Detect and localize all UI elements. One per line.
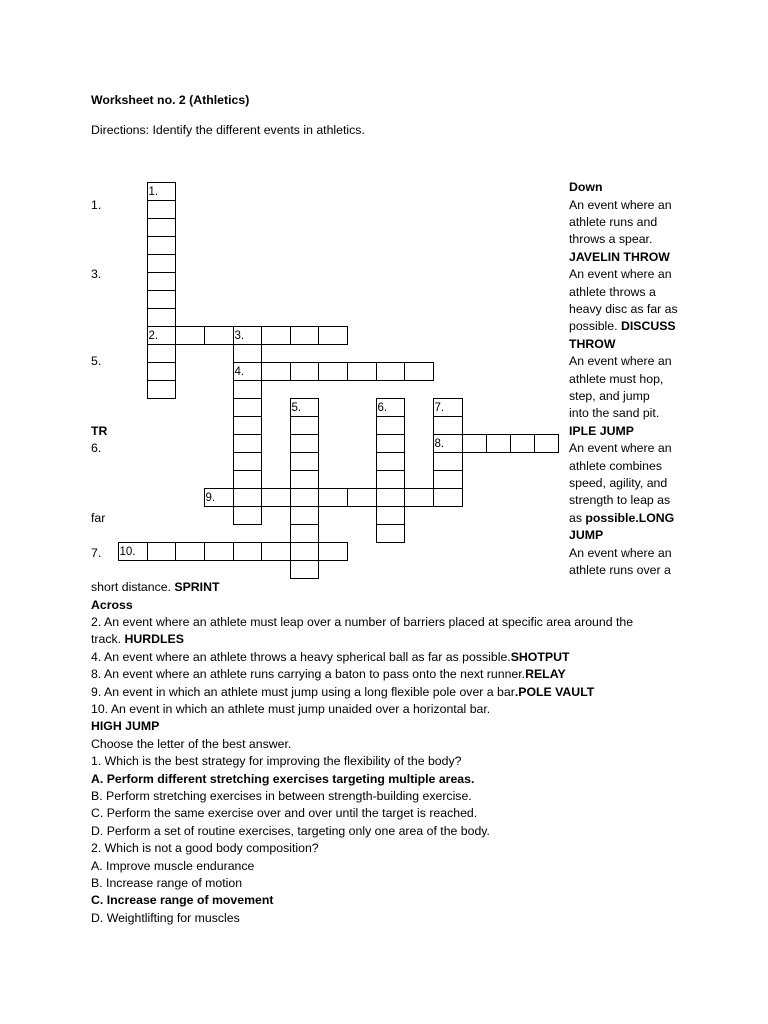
body-line: [0, 631, 768, 648]
text-run: An event where an: [569, 441, 672, 456]
wrapped-line: [0, 388, 768, 405]
wrapped-line: [0, 405, 768, 422]
text-run: athlete runs and: [569, 215, 658, 230]
down-clue-text: [569, 284, 656, 301]
text-run: An event where an: [569, 354, 672, 369]
bold-text-run: C. Increase range of movement: [91, 893, 274, 908]
down-clue-text: [569, 336, 615, 353]
bold-text-run: SHOTPUT: [510, 649, 570, 664]
body-line: [0, 649, 768, 666]
instructions: [91, 736, 291, 753]
across-heading: [91, 597, 133, 614]
text-run: speed, agility, and: [569, 475, 668, 490]
wrapped-line: [0, 336, 768, 353]
clue-text-flow: [0, 179, 768, 927]
bold-text-run: A. Perform different stretching exercises targeting multiple areas.: [91, 771, 475, 786]
text-run: 1.: [91, 197, 102, 212]
down-clue-text: [569, 266, 672, 283]
wrapped-line: [0, 562, 768, 579]
across-clue-line: [91, 649, 569, 666]
down-clue-text: [569, 197, 672, 214]
crossword-clue-number: 2.: [148, 330, 159, 342]
body-line: [0, 718, 768, 735]
text-run: athlete runs over a: [569, 562, 671, 577]
text-run: heavy disc as far as: [569, 302, 678, 317]
bold-text-run: .POLE VAULT: [514, 684, 595, 699]
answer-choice: [91, 788, 472, 805]
down-clue-text: [569, 440, 672, 457]
answer-choice: [91, 892, 273, 909]
down-clue-text: [569, 527, 603, 544]
crossword-clue-number: 3.: [234, 330, 245, 342]
body-line: [0, 788, 768, 805]
bold-text-run: Down: [569, 180, 603, 195]
wrapped-line: [0, 458, 768, 475]
crossword-clue-number: 5.: [291, 402, 302, 414]
text-run: as: [569, 510, 586, 525]
margin-text: [91, 423, 107, 440]
down-clue-text: [569, 249, 670, 266]
text-run: 1. Which is the best strategy for improving the flexibility of the body?: [91, 754, 462, 769]
margin-text: [91, 440, 101, 457]
text-run: 6.: [91, 441, 102, 456]
text-run: 10. An event in which an athlete must jump unaided over a horizontal bar.: [91, 702, 491, 717]
crossword-clue-number: 4.: [234, 366, 245, 378]
answer-choice: [91, 771, 474, 788]
text-run: athlete throws a: [569, 284, 656, 299]
wrapped-line: [0, 266, 768, 283]
body-line: [0, 666, 768, 683]
text-run: athlete must hop,: [569, 371, 664, 386]
crossword-clue-number: 8.: [434, 438, 445, 450]
across-clue-line: [91, 684, 594, 701]
text-run: 4. An event where an athlete throws a heavy spherical ball as far as possible.: [91, 649, 511, 664]
text-run: step, and jump: [569, 388, 650, 403]
down-clue-text: [569, 545, 672, 562]
wrapped-line: [0, 231, 768, 248]
text-run: 3.: [91, 267, 102, 282]
text-run: throws a spear.: [569, 232, 653, 247]
wrapped-line: [0, 510, 768, 527]
text-run: D. Perform a set of routine exercises, targeting only one area of the body.: [91, 823, 490, 838]
bold-text-run: JUMP: [569, 528, 604, 543]
text-run: Choose the letter of the best answer.: [91, 736, 292, 751]
body-line: [0, 892, 768, 909]
text-run: D. Weightlifting for muscles: [91, 910, 240, 925]
text-run: into the sand pit.: [569, 406, 660, 421]
text-run: 5.: [91, 354, 102, 369]
down-clue-text: [569, 231, 652, 248]
text-run: A. Improve muscle endurance: [91, 858, 255, 873]
down-clue-text: [569, 475, 667, 492]
wrapped-line: [0, 371, 768, 388]
margin-text: [91, 353, 101, 370]
wrapped-line: [0, 197, 768, 214]
text-run: An event where an: [569, 197, 672, 212]
down-clue-text: [569, 301, 678, 318]
down-clue-text: [569, 371, 663, 388]
answer-choice: [91, 858, 254, 875]
body-line: [0, 771, 768, 788]
bold-text-run: THROW: [569, 336, 616, 351]
crossword-clue-number: 10.: [119, 546, 136, 558]
margin-text: [91, 266, 101, 283]
down-clue-text: [569, 214, 657, 231]
wrapped-line: [0, 545, 768, 562]
text-run: An event where an: [569, 545, 672, 560]
directions-text: Directions: Identify the different events in athletics.: [91, 123, 365, 138]
text-run: 2. Which is not a good body composition?: [91, 841, 319, 856]
body-line: [0, 753, 768, 770]
wrapped-line: [0, 249, 768, 266]
body-line: [0, 858, 768, 875]
text-run: far: [91, 510, 106, 525]
body-line: [0, 910, 768, 927]
text-run: 8. An event where an athlete runs carrying a baton to pass onto the next runner.: [91, 667, 526, 682]
text-run: track.: [91, 632, 125, 647]
worksheet-title: Worksheet no. 2 (Athletics): [91, 93, 250, 108]
text-run: strength to leap as: [569, 493, 671, 508]
body-line: [0, 840, 768, 857]
crossword-clue-number: 6.: [377, 402, 388, 414]
body-line: [0, 684, 768, 701]
across-clue-line: [91, 701, 490, 718]
body-line: [0, 701, 768, 718]
bold-text-run: IPLE JUMP: [569, 423, 634, 438]
down-clue-text: [569, 562, 671, 579]
down-clue-text: [569, 492, 670, 509]
wrapped-line: [0, 284, 768, 301]
down-heading: [569, 179, 602, 196]
text-run: C. Perform the same exercise over and over until the target is reached.: [91, 806, 478, 821]
down-clue-text: [569, 458, 662, 475]
down-clue-text: [569, 353, 672, 370]
bold-text-run: RELAY: [525, 667, 566, 682]
wrapped-line: [0, 440, 768, 457]
bold-text-run: possible.LONG: [585, 510, 675, 525]
question: [91, 840, 319, 857]
down-clue-text: [569, 510, 674, 527]
across-clue-line: [91, 666, 566, 683]
wrapped-line: [0, 527, 768, 544]
bold-text-run: Across: [91, 597, 133, 612]
margin-text: [91, 197, 101, 214]
body-line: [0, 579, 768, 596]
body-line: [0, 823, 768, 840]
answer-choice: [91, 805, 477, 822]
text-run: An event where an: [569, 267, 672, 282]
across-clue-line: [91, 631, 184, 648]
text-run: possible.: [569, 319, 621, 334]
wrapped-line: [0, 492, 768, 509]
bold-text-run: SPRINT: [174, 580, 220, 595]
text-run: B. Perform stretching exercises in between strength-building exercise.: [91, 788, 472, 803]
wrapped-line: [0, 318, 768, 335]
crossword-clue-number: 7.: [434, 402, 445, 414]
text-run: 2. An event where an athlete must leap over a number of barriers placed at specific area around the: [91, 615, 634, 630]
margin-text: [91, 510, 105, 527]
text-run: short distance.: [91, 580, 175, 595]
body-line: [0, 614, 768, 631]
text-run: 7.: [91, 545, 102, 560]
text-run: 9. An event in which an athlete must jump using a long flexible pole over a bar: [91, 684, 515, 699]
bold-text-run: HIGH JUMP: [91, 719, 160, 734]
bold-text-run: TR: [91, 423, 108, 438]
wrapped-line: [0, 179, 768, 196]
body-line: [0, 875, 768, 892]
down-clue-text: [569, 423, 634, 440]
down-clue-text: [569, 388, 650, 405]
crossword-clue-number: 9.: [205, 492, 216, 504]
wrapped-line: [0, 214, 768, 231]
body-line: [0, 597, 768, 614]
crossword-clue-number: 1.: [148, 186, 159, 198]
bold-text-run: JAVELIN THROW: [569, 249, 670, 264]
down-clue-text: [569, 405, 659, 422]
down-clue-text: [569, 318, 676, 335]
bold-text-run: DISCUSS: [620, 319, 676, 334]
text-run: B. Increase range of motion: [91, 875, 243, 890]
text-run: athlete combines: [569, 458, 662, 473]
answer-choice: [91, 823, 490, 840]
wrapped-line: [0, 301, 768, 318]
across-clue-line: [91, 718, 159, 735]
down-clue-text: [91, 579, 219, 596]
body-line: [0, 736, 768, 753]
across-clue-line: [91, 614, 633, 631]
wrapped-line: [0, 475, 768, 492]
question: [91, 753, 461, 770]
answer-choice: [91, 910, 240, 927]
answer-choice: [91, 875, 242, 892]
wrapped-line: [0, 423, 768, 440]
body-line: [0, 805, 768, 822]
bold-text-run: HURDLES: [124, 632, 184, 647]
margin-text: [91, 545, 101, 562]
wrapped-line: [0, 353, 768, 370]
